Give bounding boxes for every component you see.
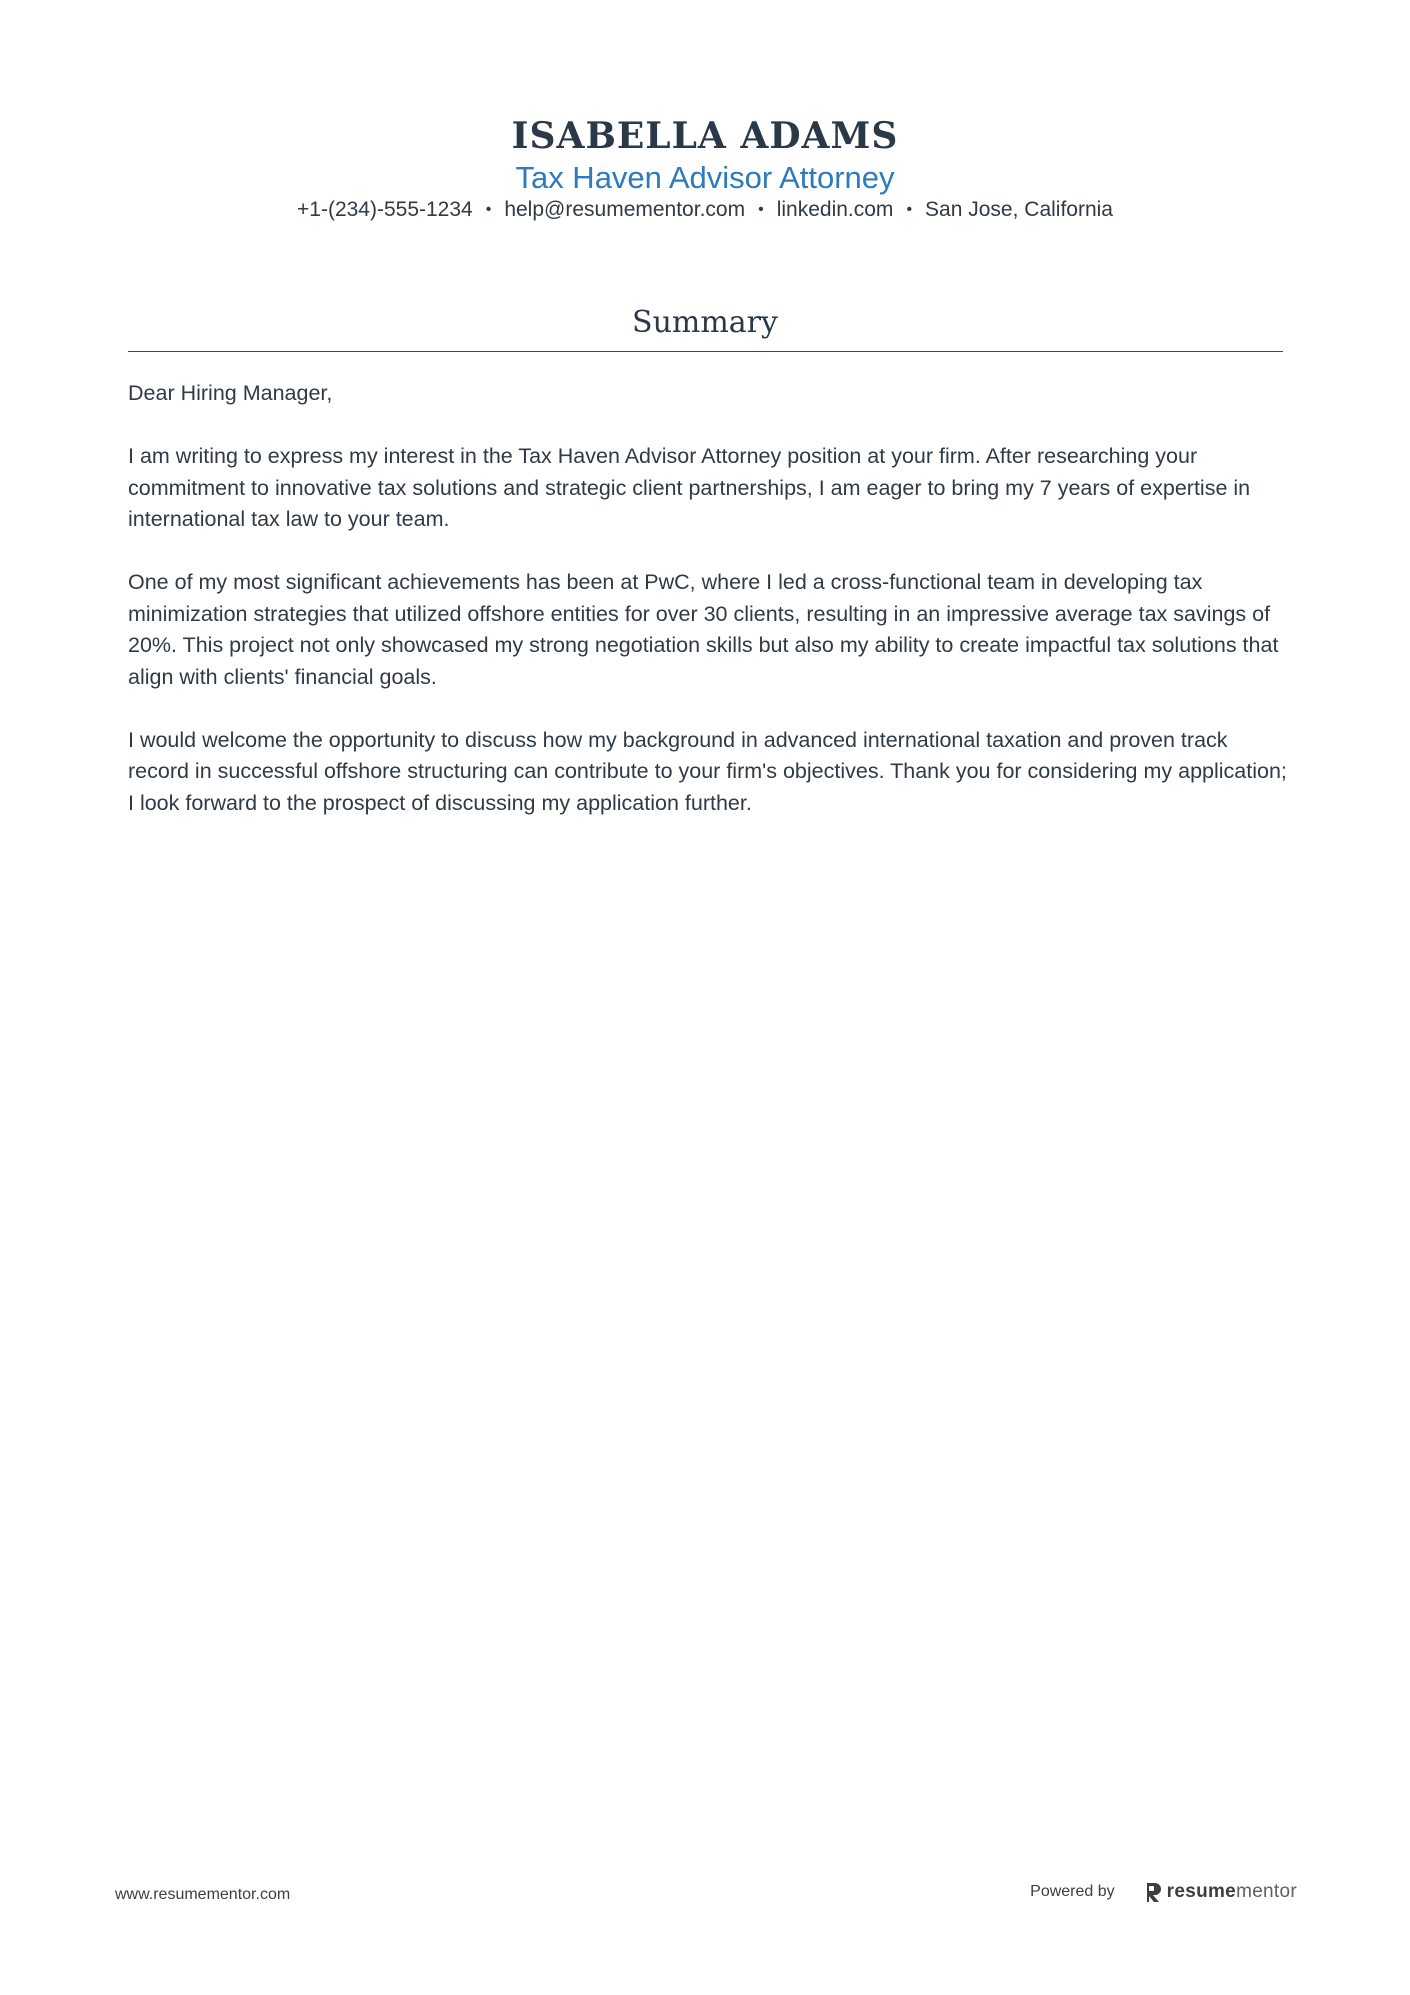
- footer-branding: [1030, 1880, 1297, 1904]
- section-title-summary: Summary: [632, 305, 778, 340]
- contact-location: San Jose, California: [925, 198, 1113, 221]
- letter-body: [128, 378, 1288, 851]
- letter-paragraph: I am writing to express my interest in the Tax Haven Advisor Attorney position at your firm. After researching your commitment to innovative tax solutions and strategic client partnerships, I am eager to bring my 7 years of expertise in international tax law to your team.: [128, 444, 1251, 531]
- job-title: Tax Haven Advisor Attorney: [515, 160, 895, 195]
- contact-phone: +1-(234)-555-1234: [297, 198, 473, 221]
- contact-separator: •: [485, 201, 492, 218]
- resumementor-logo-text[interactable]: resumementor: [1166, 1881, 1297, 1902]
- contact-linkedin[interactable]: linkedin.com: [776, 198, 894, 221]
- powered-by-label: Powered by: [1030, 1883, 1115, 1900]
- letter-paragraph: One of my most significant achievements has been at PwC, where I led a cross-functional team in developing tax minimization strategies that utilized offshore entities for over 30 clients, resulting in an impressive average tax savings of 20%. This project not only showcased my strong negotiation skills but also my ability to create impactful tax solutions that align with clients' financial goals.: [128, 570, 1279, 689]
- contact-email[interactable]: help@resumementor.com: [504, 198, 746, 221]
- contact-separator: •: [906, 201, 913, 218]
- contact-separator: •: [758, 201, 764, 218]
- contact-line: [0, 195, 1410, 225]
- letter-paragraph: I would welcome the opportunity to discuss how my background in advanced international taxation and proven track record in successful offshore structuring can contribute to your firm's objectives. Thank you for considering my application; I look forward to the prospect of discussing my application further.: [128, 727, 1287, 815]
- resumementor-logo-icon: [1145, 1881, 1163, 1903]
- letter-greeting: Dear Hiring Manager,: [128, 381, 333, 405]
- footer-website[interactable]: www.resumementor.com: [115, 1886, 291, 1903]
- candidate-name: ISABELLA ADAMS: [511, 115, 899, 157]
- section-divider: [128, 351, 1283, 352]
